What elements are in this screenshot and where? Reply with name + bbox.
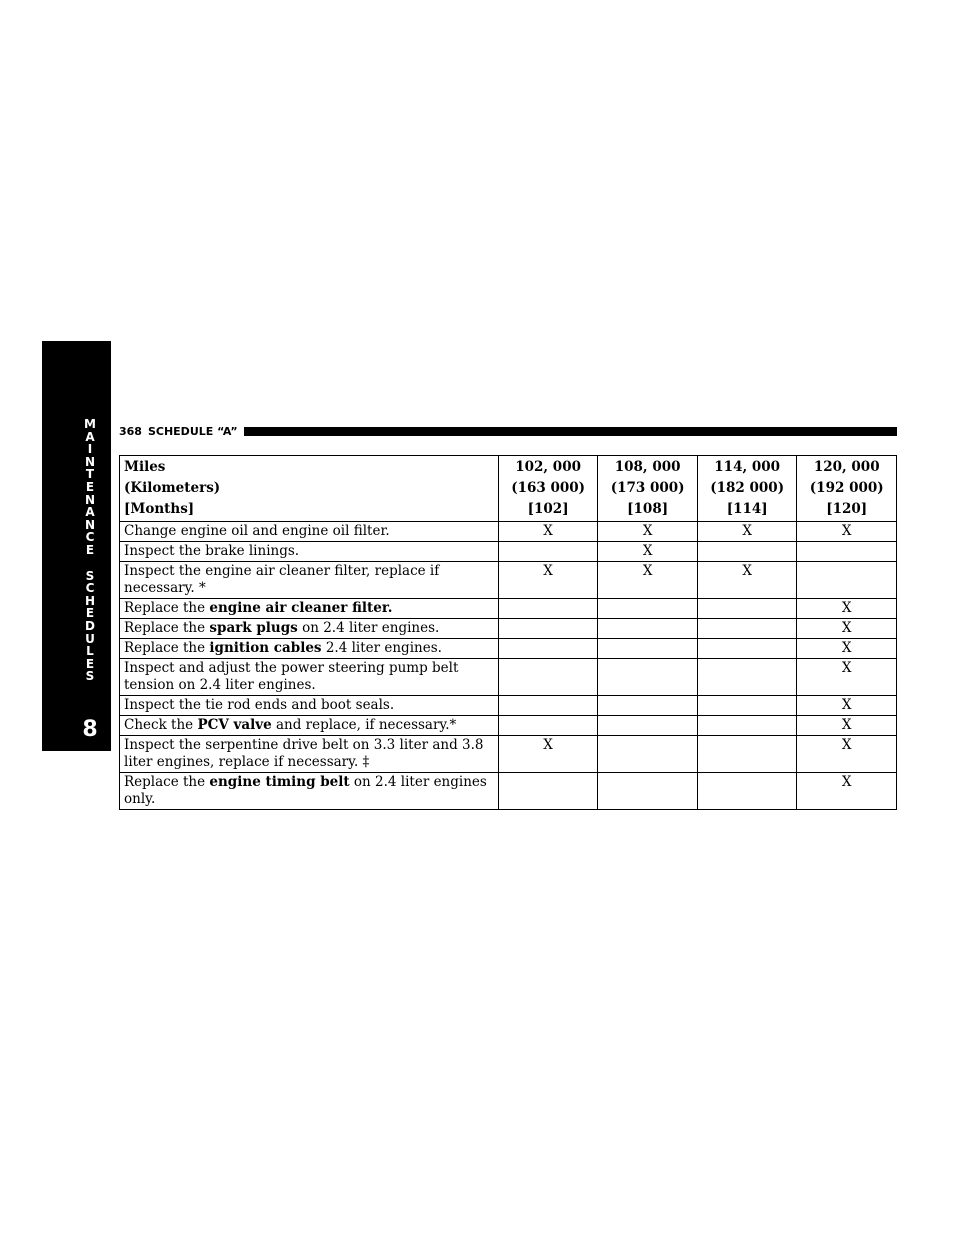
interval-months: [114] xyxy=(726,501,768,517)
service-task xyxy=(120,659,499,696)
task-text: Replace the xyxy=(124,620,210,636)
header-rule xyxy=(244,427,897,436)
section-tab-label xyxy=(80,418,100,683)
table-row xyxy=(120,716,897,736)
interval-km: (182 000) xyxy=(710,480,785,496)
table-row xyxy=(120,542,897,562)
page-header xyxy=(119,424,897,438)
schedule-mark xyxy=(598,773,698,810)
schedule-mark xyxy=(598,619,698,639)
task-part-name: spark plugs xyxy=(209,620,298,636)
table-row xyxy=(120,562,897,599)
section-tab-letter: T xyxy=(85,467,95,482)
schedule-mark xyxy=(697,542,797,562)
schedule-mark xyxy=(697,639,797,659)
section-tab-letter: N xyxy=(84,517,96,532)
page-title: SCHEDULE “A” xyxy=(147,424,238,438)
interval-km: (163 000) xyxy=(511,480,586,496)
task-text: Replace the xyxy=(124,774,210,790)
interval-km: (192 000) xyxy=(809,480,884,496)
schedule-mark xyxy=(498,659,598,696)
schedule-mark xyxy=(697,619,797,639)
table-row xyxy=(120,773,897,810)
task-text: Inspect the serpentine drive belt on 3.3 liter and 3.8 liter engines, replace if necessary. ‡ xyxy=(124,737,484,770)
label-miles: Miles xyxy=(124,459,166,475)
schedule-mark: X xyxy=(598,562,698,599)
interval-labels xyxy=(120,456,499,522)
task-text: Inspect the tie rod ends and boot seals. xyxy=(124,697,395,713)
task-text: Inspect the engine air cleaner filter, replace if necessary. * xyxy=(124,563,440,596)
schedule-mark xyxy=(598,736,698,773)
section-tab-letter: E xyxy=(85,479,95,494)
table-row xyxy=(120,619,897,639)
section-tab-letter: H xyxy=(84,593,96,608)
schedule-mark xyxy=(498,639,598,659)
task-text: Change engine oil and engine oil filter. xyxy=(124,523,390,539)
interval-miles: 108, 000 xyxy=(614,459,681,475)
interval-miles: 102, 000 xyxy=(515,459,581,475)
schedule-mark xyxy=(498,773,598,810)
section-tab xyxy=(42,341,111,751)
section-tab-letter: E xyxy=(85,656,95,671)
schedule-mark xyxy=(598,639,698,659)
service-task xyxy=(120,736,499,773)
schedule-mark: X xyxy=(797,619,897,639)
schedule-mark: X xyxy=(598,522,698,542)
task-text-suffix: 2.4 liter engines. xyxy=(321,640,442,656)
interval-column xyxy=(797,456,897,522)
table-row xyxy=(120,696,897,716)
table-row xyxy=(120,522,897,542)
service-task xyxy=(120,542,499,562)
table-row xyxy=(120,599,897,619)
page-number: 368 xyxy=(119,424,142,438)
interval-months: [108] xyxy=(627,501,669,517)
schedule-mark xyxy=(498,619,598,639)
schedule-mark: X xyxy=(598,542,698,562)
schedule-mark: X xyxy=(797,599,897,619)
schedule-mark xyxy=(697,736,797,773)
table-row xyxy=(120,639,897,659)
schedule-mark xyxy=(697,599,797,619)
schedule-mark: X xyxy=(498,736,598,773)
service-task xyxy=(120,696,499,716)
section-tab-letter: C xyxy=(85,581,95,596)
service-task xyxy=(120,522,499,542)
schedule-mark xyxy=(797,562,897,599)
section-tab-letter: E xyxy=(85,542,95,557)
schedule-mark: X xyxy=(797,522,897,542)
schedule-mark xyxy=(697,696,797,716)
schedule-mark xyxy=(598,716,698,736)
schedule-mark: X xyxy=(697,522,797,542)
interval-column xyxy=(498,456,598,522)
schedule-mark xyxy=(598,599,698,619)
section-tab-letter: S xyxy=(85,669,95,684)
maintenance-schedule-table xyxy=(119,455,897,810)
interval-miles: 120, 000 xyxy=(813,459,880,475)
service-task xyxy=(120,639,499,659)
schedule-mark: X xyxy=(498,562,598,599)
schedule-mark: X xyxy=(797,736,897,773)
interval-column xyxy=(598,456,698,522)
task-text-suffix: and replace, if necessary.* xyxy=(271,717,457,733)
task-text: Replace the xyxy=(124,640,210,656)
label-months: [Months] xyxy=(124,501,195,517)
section-tab-letter: C xyxy=(85,530,95,545)
service-task xyxy=(120,716,499,736)
schedule-mark xyxy=(598,659,698,696)
section-tab-letter: N xyxy=(84,492,96,507)
section-tab-letter: A xyxy=(85,429,95,444)
schedule-mark: X xyxy=(697,562,797,599)
section-tab-letter: S xyxy=(85,568,95,583)
interval-months: [120] xyxy=(826,501,868,517)
schedule-mark xyxy=(498,542,598,562)
section-tab-letter: E xyxy=(85,606,95,621)
task-text: Replace the xyxy=(124,600,210,616)
schedule-mark xyxy=(697,773,797,810)
task-part-name: PCV valve xyxy=(197,717,272,733)
task-part-name: ignition cables xyxy=(209,640,322,656)
schedule-mark: X xyxy=(797,716,897,736)
schedule-mark xyxy=(498,716,598,736)
schedule-mark: X xyxy=(797,773,897,810)
task-text-suffix: on 2.4 liter engines. xyxy=(297,620,440,636)
schedule-mark: X xyxy=(498,522,598,542)
schedule-mark xyxy=(598,696,698,716)
label-kilometers: (Kilometers) xyxy=(124,480,221,496)
section-tab-letter: N xyxy=(84,454,96,469)
schedule-mark xyxy=(697,659,797,696)
schedule-mark xyxy=(697,716,797,736)
interval-months: [102] xyxy=(527,501,569,517)
section-tab-letter: I xyxy=(87,442,93,457)
task-part-name: engine timing belt xyxy=(209,774,350,790)
schedule-mark xyxy=(498,696,598,716)
schedule-mark: X xyxy=(797,659,897,696)
section-tab-letter: M xyxy=(84,417,96,431)
section-tab-letter: U xyxy=(85,631,95,646)
task-part-name: engine air cleaner filter. xyxy=(209,600,393,616)
schedule-mark: X xyxy=(797,696,897,716)
task-text: Check the xyxy=(124,717,198,733)
service-task xyxy=(120,562,499,599)
service-task xyxy=(120,599,499,619)
task-text-suffix: on 2.4 liter engines only. xyxy=(124,774,487,807)
section-tab-letter: L xyxy=(86,644,94,659)
schedule-mark: X xyxy=(797,639,897,659)
interval-km: (173 000) xyxy=(610,480,685,496)
table-row xyxy=(120,659,897,696)
service-task xyxy=(120,619,499,639)
interval-column xyxy=(697,456,797,522)
task-text: Inspect and adjust the power steering pump belt tension on 2.4 liter engines. xyxy=(124,660,459,693)
table-row xyxy=(120,736,897,773)
interval-miles: 114, 000 xyxy=(714,459,781,475)
schedule-mark xyxy=(797,542,897,562)
schedule-mark xyxy=(498,599,598,619)
task-text: Inspect the brake linings. xyxy=(124,543,300,559)
section-number: 8 xyxy=(82,717,98,742)
table-header-row xyxy=(120,456,897,522)
section-tab-letter: D xyxy=(85,618,95,633)
section-tab-letter: A xyxy=(85,505,95,520)
service-task xyxy=(120,773,499,810)
